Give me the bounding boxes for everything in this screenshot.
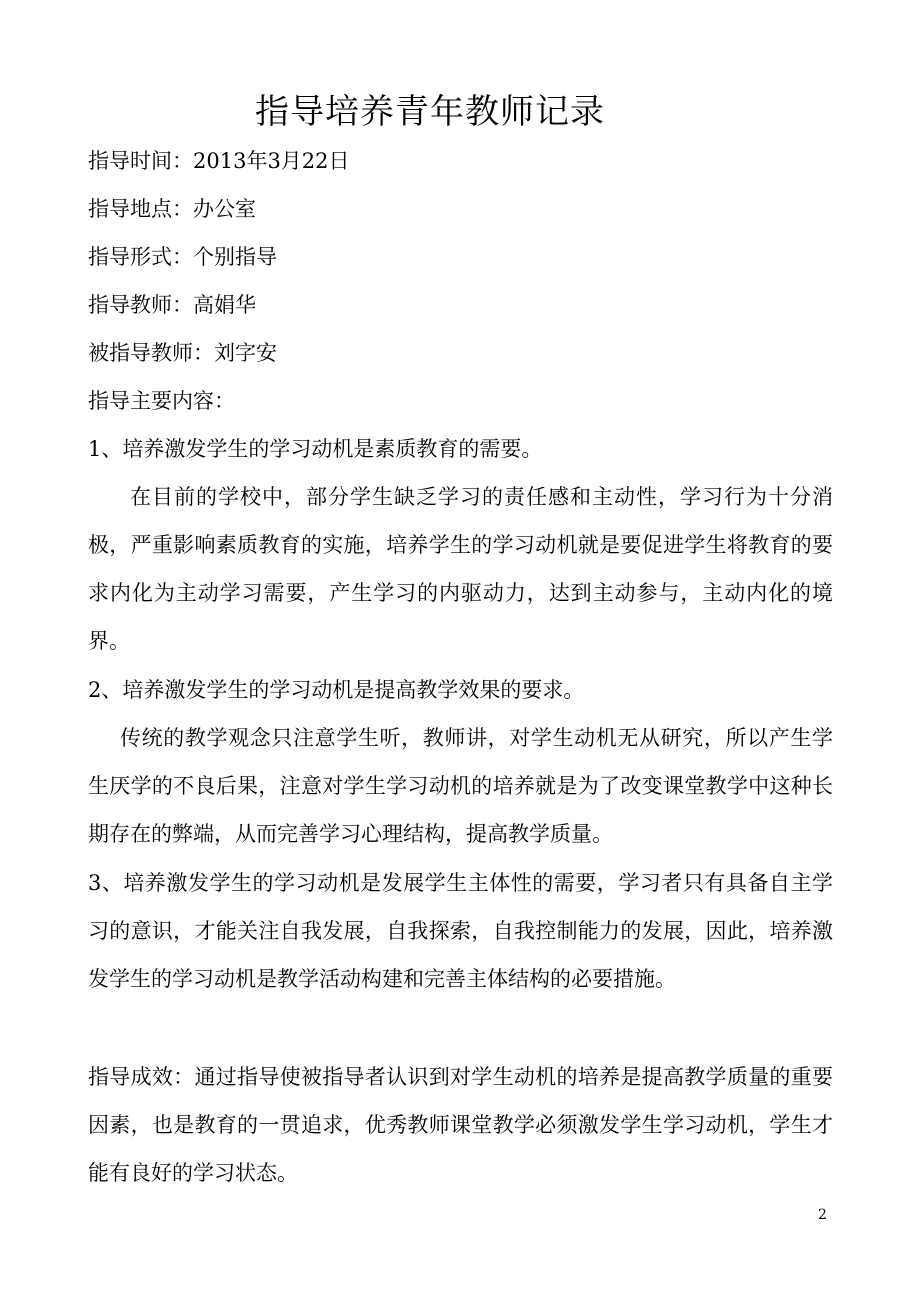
guidance-location: 指导地点：办公室 — [88, 197, 256, 221]
section-3: 3、培养激发学生的学习动机是发展学生主体性的需要，学习者只有具备自主学习的意识，才能关注自我发展，自我探索，自我控制能力的发展，因此，培养激发学生的学习动机是教学活动构建和完善主体结构的必要措施。 — [88, 871, 833, 991]
guided-teacher: 被指导教师：刘字安 — [88, 341, 277, 365]
guidance-time: 指导时间：2013年3月22日 — [88, 149, 350, 173]
section-body-2: 传统的教学观念只注意学生听，教师讲，对学生动机无从研究，所以产生学生厌学的不良后果，注意对学生学习动机的培养就是为了改变课堂教学中这种长期存在的弊端，从而完善学习心理结构，提高教学质量。 — [88, 726, 833, 846]
section-heading-1: 1、培养激发学生的学习动机是素质教育的需要。 — [88, 437, 543, 461]
guidance-teacher: 指导教师：高娟华 — [88, 293, 256, 317]
section-body-1: 在目前的学校中，部分学生缺乏学习的责任感和主动性，学习行为十分消极，严重影响素质教育的实施，培养学生的学习动机就是要促进学生将教育的要求内化为主动学习需要，产生学习的内驱动力，达到主动参与，主动内化的境界。 — [88, 485, 833, 653]
page-number: 2 — [818, 1207, 827, 1223]
section-heading-2: 2、培养激发学生的学习动机是提高教学效果的要求。 — [88, 678, 585, 702]
main-content-label: 指导主要内容： — [88, 389, 235, 413]
guidance-form: 指导形式：个别指导 — [88, 245, 277, 269]
document-title: 指导培养青年教师记录 — [255, 92, 605, 132]
guidance-outcome: 指导成效：通过指导使被指导者认识到对学生动机的培养是提高教学质量的重要因素，也是教育的一贯追求，优秀教师课堂教学必须激发学生学习动机，学生才能有良好的学习状态。 — [88, 1065, 833, 1185]
